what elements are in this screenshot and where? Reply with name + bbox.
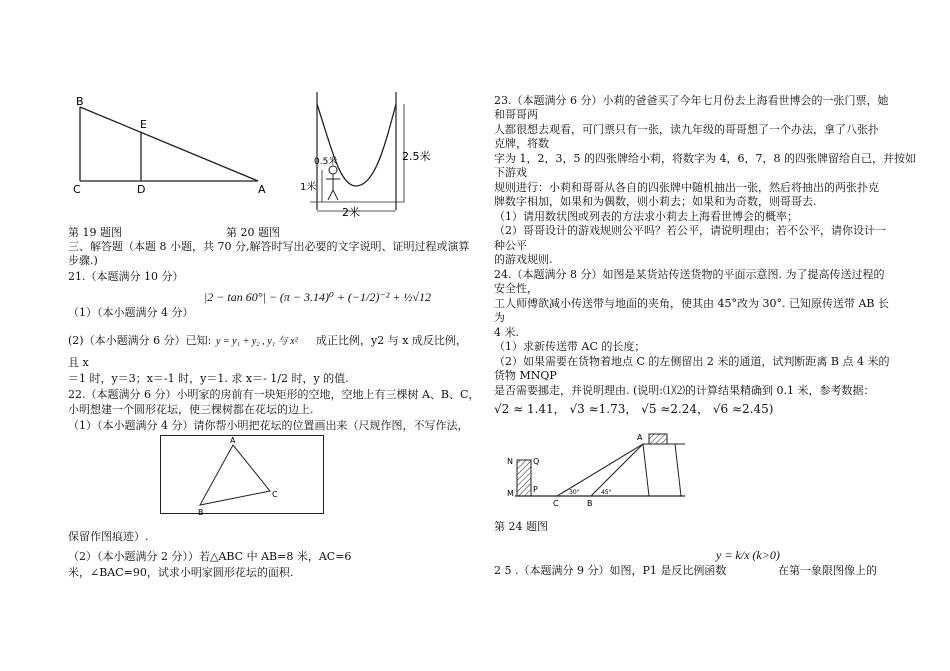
tri-label-A: A [230, 436, 236, 445]
q22-part2: （2）（本小题满分 2 分））若△ABC 中 AB=8 米，AC=6 [68, 550, 352, 563]
fig24-label-P: P [533, 485, 538, 494]
figure-24 [505, 430, 705, 510]
q23-line1: 23.（本题满分 6 分）小莉的爸爸买了今年七月份去上海看世博会的一张门票，她 [494, 94, 889, 107]
q23-line2: 和哥哥两 [494, 108, 538, 121]
fig24-angle-30: 30° [569, 489, 580, 496]
q22-part1: （1）（本小题满分 4 分）请你帮小明把花坛的位置画出来（尺规作图，不写作法， [68, 419, 469, 432]
q23-line4: 克牌，将数 [494, 137, 549, 150]
q24-line7: （2）如果需要在货物着地点 C 的左侧留出 2 米的通道，试判断距离 B 点 4 米的 [494, 355, 890, 368]
fig24-label-A: A [637, 433, 643, 442]
q23-line10: （2）哥哥设计的游戏规则公平吗？若公平，请说明理由；若不公平，请你设计一 [494, 224, 886, 237]
q23-line7: 规则进行：小莉和哥哥从各自的四张牌中随机抽出一张，然后将抽出的两张扑克 [494, 181, 879, 194]
figure-19 [70, 95, 270, 205]
label-2m: 2米 [342, 206, 360, 219]
q22-part2-b: 米，∠BAC=90，试求小明家圆形花坛的面积. [68, 566, 294, 579]
label-1m: 1米 [300, 182, 317, 193]
q23-line6: 下游戏 [494, 166, 527, 179]
q24-line9: 是否需要挪走，并说明理由. (说明:⑴⑵的计算结果精确到 0.1 米，参考数据： [494, 384, 875, 397]
q21-part2-b: 成正比例，y2 与 x 成反比例， [316, 334, 467, 347]
label-2-5m: 2.5米 [402, 150, 431, 163]
label-E: E [140, 118, 147, 131]
figure-20 [300, 90, 440, 220]
q22-part1-b: 保留作图痕迹）. [68, 530, 149, 543]
q25-line-b: 在第一象限图像上的 [778, 564, 877, 577]
q24-line3: 工人师傅欲减小传送带与地面的夹角，使其由 45°改为 30°. 已知原传送带 AB 长 [494, 297, 889, 310]
q23-line3: 人都很想去观看，可门票只有一张，读九年级的哥哥想了一个办法，拿了八张扑 [494, 123, 879, 136]
tri-label-B: B [198, 508, 204, 517]
q21-heading: 21.（本题满分 10 分） [68, 270, 184, 283]
q25-line-a: 2 5 .（本题满分 9 分）如图，P1 是反比例函数 [494, 564, 727, 577]
q21-part2-d: ＝1 时，y＝3；x＝-1 时，y＝1. 求 x＝- 1/2 时，y 的值. [68, 372, 349, 385]
q23-line12: 的游戏规则. [494, 253, 553, 266]
fig19-caption: 第 19 题图 [68, 226, 122, 239]
q23-line9: （1）请用数状图或列表的方法求小莉去上海看世博会的概率； [494, 210, 798, 223]
fig24-label-C: C [553, 499, 559, 508]
label-0-5m: 0.5米 [314, 157, 338, 167]
q21-part2-c: 且 x [68, 356, 89, 369]
q21-part1: （1）（本小题满分 4 分） [68, 306, 194, 319]
label-B: B [76, 95, 84, 108]
q21-part2: (2)（本小题满分 6 分）已知: [68, 334, 212, 347]
label-D: D [137, 183, 146, 196]
fig24-label-B: B [587, 499, 593, 508]
q24-line2: 安全性， [494, 282, 538, 295]
q24-line1: 24.（本题满分 8 分）如图是某货站传送货物的平面示意图. 为了提高传送过程的 [494, 268, 885, 281]
q23-line8: 牌数字相加，如果和为偶数，则小莉去；如果和为奇数，则哥哥去. [494, 195, 817, 208]
q22-heading: 22.（本题满分 6 分）小明家的房前有一块矩形的空地，空地上有三棵树 A、B、C， [68, 388, 480, 401]
q24-line8: 货物 MNQP [494, 369, 557, 382]
label-C: C [73, 183, 81, 196]
fig20-caption: 第 20 题图 [226, 226, 280, 239]
q21-part2-expression: y = y₁ + y₂ , y₁ 与 x² [216, 336, 298, 347]
tri-label-C: C [272, 490, 278, 499]
q25-expression: y = k/x (k>0) [716, 548, 780, 562]
q24-line4: 为 [494, 311, 505, 324]
fig24-label-N: N [507, 457, 513, 466]
q24-line5: 4 米. [494, 326, 519, 339]
q24-approx: √2 ≈ 1.41， √3 ≈1.73， √5 ≈2.24， √6 ≈2.45) [494, 402, 774, 416]
fig24-label-Q: Q [533, 457, 540, 466]
label-A: A [258, 183, 266, 196]
q21-part1-expression: |2 − tan 60°| − (π − 3.14)⁰ + (−1/2)⁻² + ½√12 [204, 290, 431, 304]
q23-line5: 字为 1，2，3，5 的四张牌给小莉，将数字为 4，6，7，8 的四张牌留给自己，并按如 [494, 152, 916, 165]
section-3-heading-2: 步骤.) [68, 254, 98, 267]
q24-line6: （1）求新传送带 AC 的长度； [494, 340, 646, 353]
fig24-caption: 第 24 题图 [494, 520, 548, 533]
fig24-label-M: M [507, 489, 514, 498]
fig24-angle-45: 45° [601, 489, 612, 496]
section-3-heading: 三、解答题（本题 8 小题，共 70 分,解答时写出必要的文字说明、证明过程或演算 [68, 240, 470, 253]
q23-line11: 种公平 [494, 239, 527, 252]
q22-triangle-figure [160, 435, 324, 515]
q22-line2: 小明想建一个圆形花坛，使三棵树都在花坛的边上. [68, 403, 314, 416]
